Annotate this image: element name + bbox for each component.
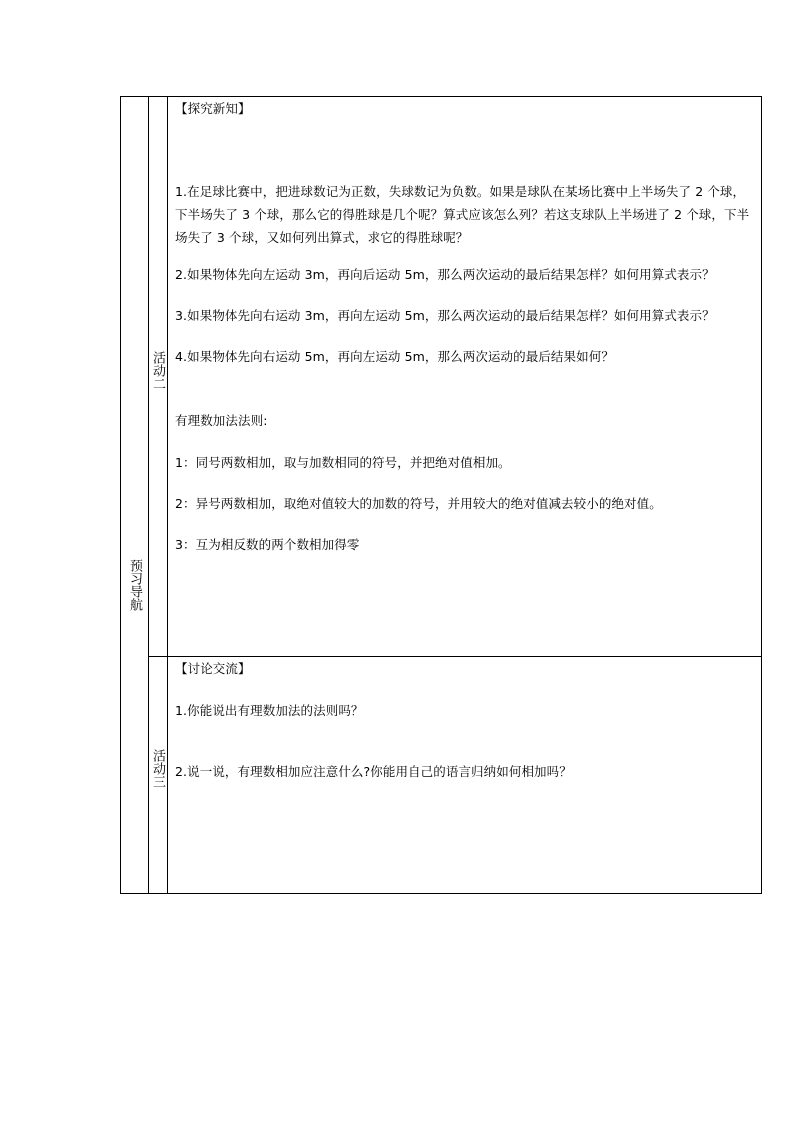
question-4: 4.如果物体先向右运动 5m，再向左运动 5m，那么两次运动的最后结果如何？ xyxy=(175,349,614,364)
rule-1: 1：同号两数相加，取与加数相同的符号，并把绝对值相加。 xyxy=(175,455,511,470)
question-1: 1.在足球比赛中，把进球数记为正数，失球数记为负数。如果是球队在某场比赛中上半场失了 2 个球，下半场失了 3 个球，那么它的得胜球是几个呢？算式应该怎么列？若这支球队上半场进了 2 个球，下半场失了 3 个球，又如何列出算式，求它的得胜球呢？ xyxy=(175,184,750,245)
lesson-table xyxy=(120,96,762,894)
discussion-question-1: 1.你能说出有理数加法的法则吗？ xyxy=(175,703,364,718)
activity-one-content xyxy=(168,97,761,657)
rule-3: 3：互为相反数的两个数相加得零 xyxy=(175,537,360,552)
explore-heading: 【探究新知】 xyxy=(175,101,251,116)
activity-two-column xyxy=(149,657,168,893)
section-column xyxy=(121,97,149,893)
discussion-question-2: 2.说一说，有理数相加应注意什么?你能用自己的语言归纳如何相加吗？ xyxy=(175,764,572,779)
rules-title: 有理数加法法则: xyxy=(175,413,268,428)
rule-2: 2：异号两数相加，取绝对值较大的加数的符号，并用较大的绝对值减去较小的绝对值。 xyxy=(175,496,662,511)
activity-one-label: 活动二 xyxy=(150,351,165,390)
discussion-heading: 【讨论交流】 xyxy=(175,661,251,676)
activity-one-column xyxy=(149,97,168,657)
section-label: 预习导航 xyxy=(127,559,142,611)
question-2: 2.如果物体先向左运动 3m，再向后运动 5m，那么两次运动的最后结果怎样？如何用算式表示？ xyxy=(175,267,715,282)
question-3: 3.如果物体先向右运动 3m，再向左运动 5m，那么两次运动的最后结果怎样？如何用算式表示？ xyxy=(175,308,715,323)
activity-two-content xyxy=(168,657,761,893)
activity-two-label: 活动三 xyxy=(150,749,165,788)
